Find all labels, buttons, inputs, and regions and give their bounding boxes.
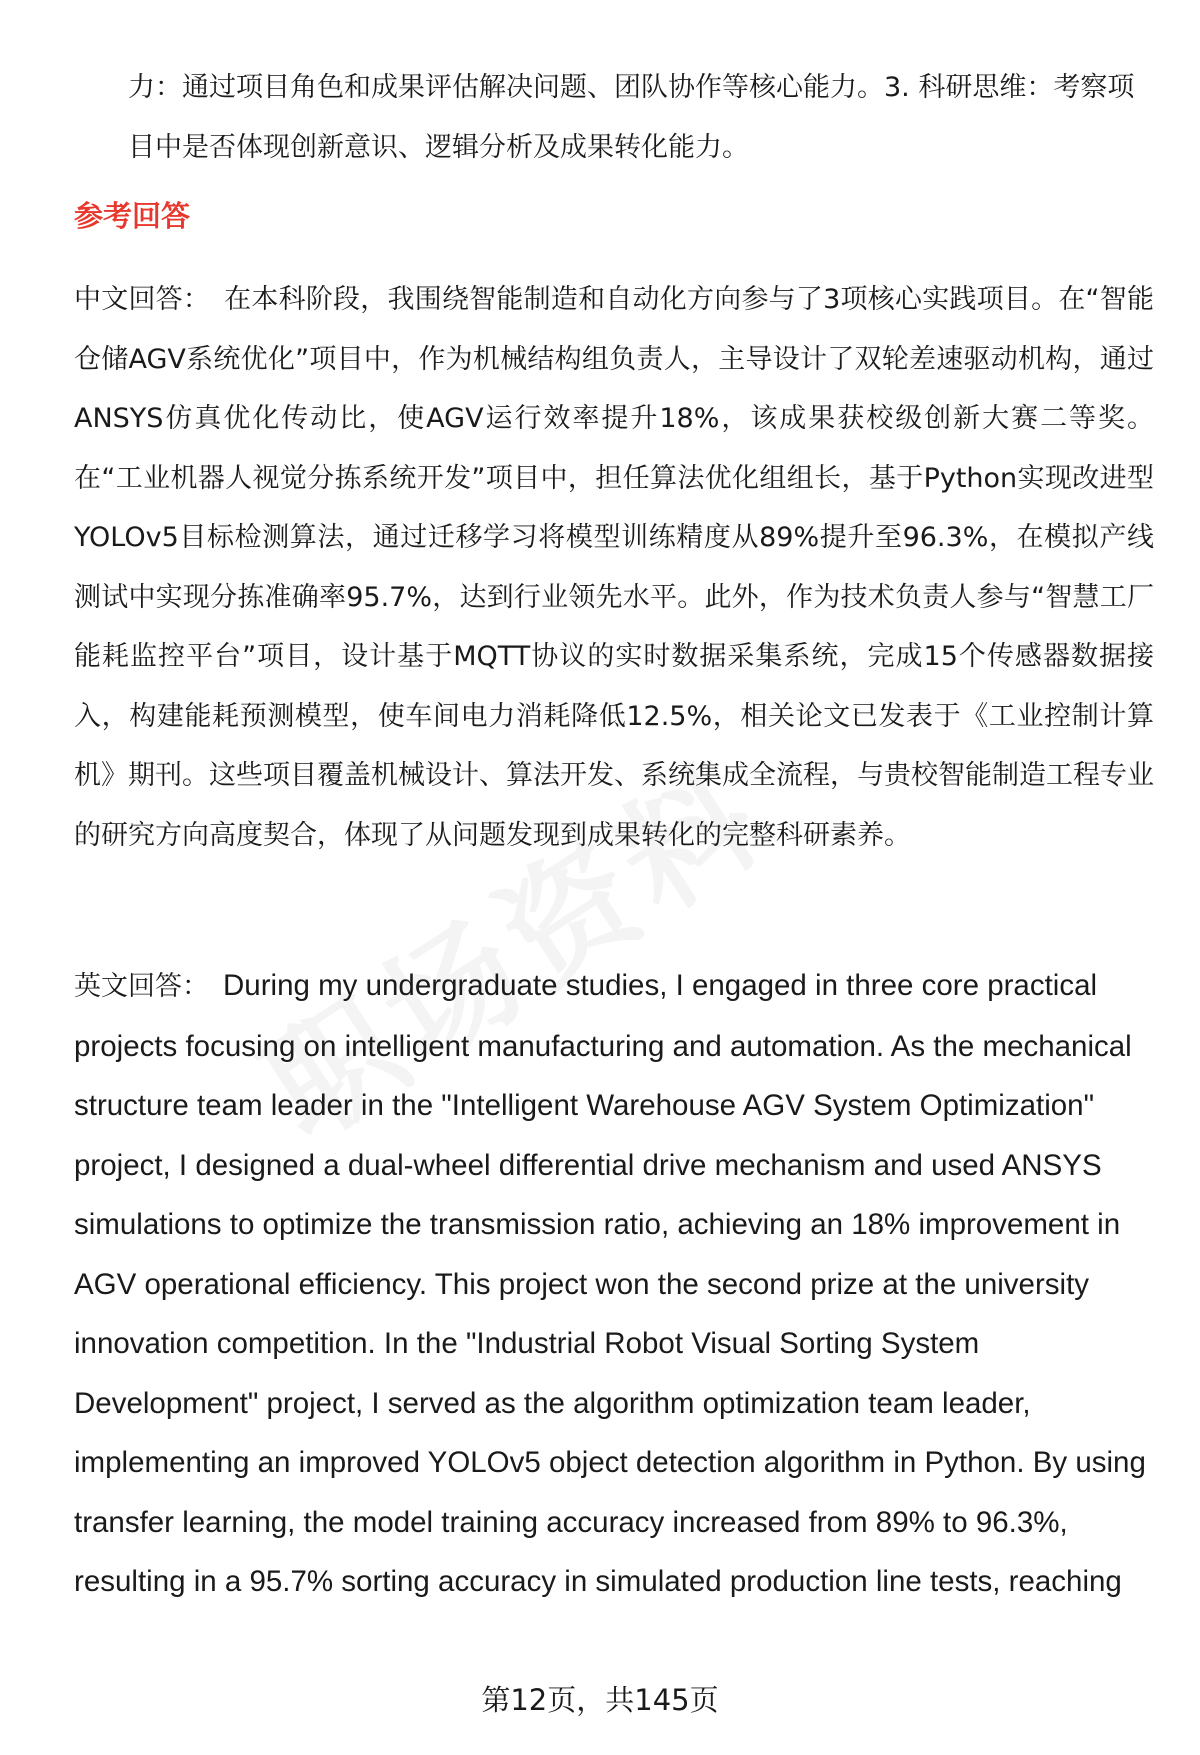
chinese-answer-text: 在本科阶段，我围绕智能制造和自动化方向参与了3项核心实践项目。在“智能仓储AGV系统优化”项目中，作为机械结构组负责人，主导设计了双轮差速驱动机构，通过ANSYS仿真优化传动比，使AGV运行效率提升18%，该成果获校级创新大赛二等奖。在“工业机器人视觉分拣系统开发”项目中，担任算法优化组组长，基于Python实现改进型YOLOv5目标检测算法，通过迁移学习将模型训练精度从89%提升至96.3%，在模拟产线测试中实现分拣准确率95.7%，达到行业领先水平。此外，作为技术负责人参与“智慧工厂能耗监控平台”项目，设计基于MQTT协议的实时数据采集系统，完成15个传感器数据接入，构建能耗预测模型，使车间电力消耗降低12.5%，相关论文已发表于《工业控制计算机》期刊。这些项目覆盖机械设计、算法开发、系统集成全流程，与贵校智能制造工程专业的研究方向高度契合，体现了从问题发现到成果转化的完整科研素养。 xyxy=(74,284,1155,851)
chinese-answer-label: 中文回答： xyxy=(74,284,211,315)
english-answer-label: 英文回答： xyxy=(74,971,209,1002)
section-heading: 参考回答 xyxy=(74,199,191,233)
english-answer-text: During my undergraduate studies, I engaged in three core practical projects focusing on intelligent manufacturing and automation. As the mechanical structure team leader in the "Intelligent Warehouse AGV System Optimization" project, I designed a dual-wheel differential drive mechanism and used ANSYS simulations to optimize the transmission ratio, achieving an 18% improvement in AGV operational efficiency. This project won the second prize at the university innovation competition. In the "Industrial Robot Visual Sorting System Development" project, I served as the algorithm optimization team leader, implementing an improved YOLOv5 object detection algorithm in Python. By using transfer learning, the model training accuracy increased from 89% to 96.3%, resulting in a 95.7% sorting accuracy in simulated production line tests, reaching xyxy=(74,969,1146,1598)
chinese-answer-paragraph xyxy=(74,270,1154,865)
continuation-paragraph: 力：通过项目角色和成果评估解决问题、团队协作等核心能力。3. 科研思维：考察项目中是否体现创新意识、逻辑分析及成果转化能力。 xyxy=(128,72,1135,163)
english-answer-paragraph xyxy=(74,956,1154,1612)
page-number-footer: 第12页，共145页 xyxy=(481,1683,719,1717)
